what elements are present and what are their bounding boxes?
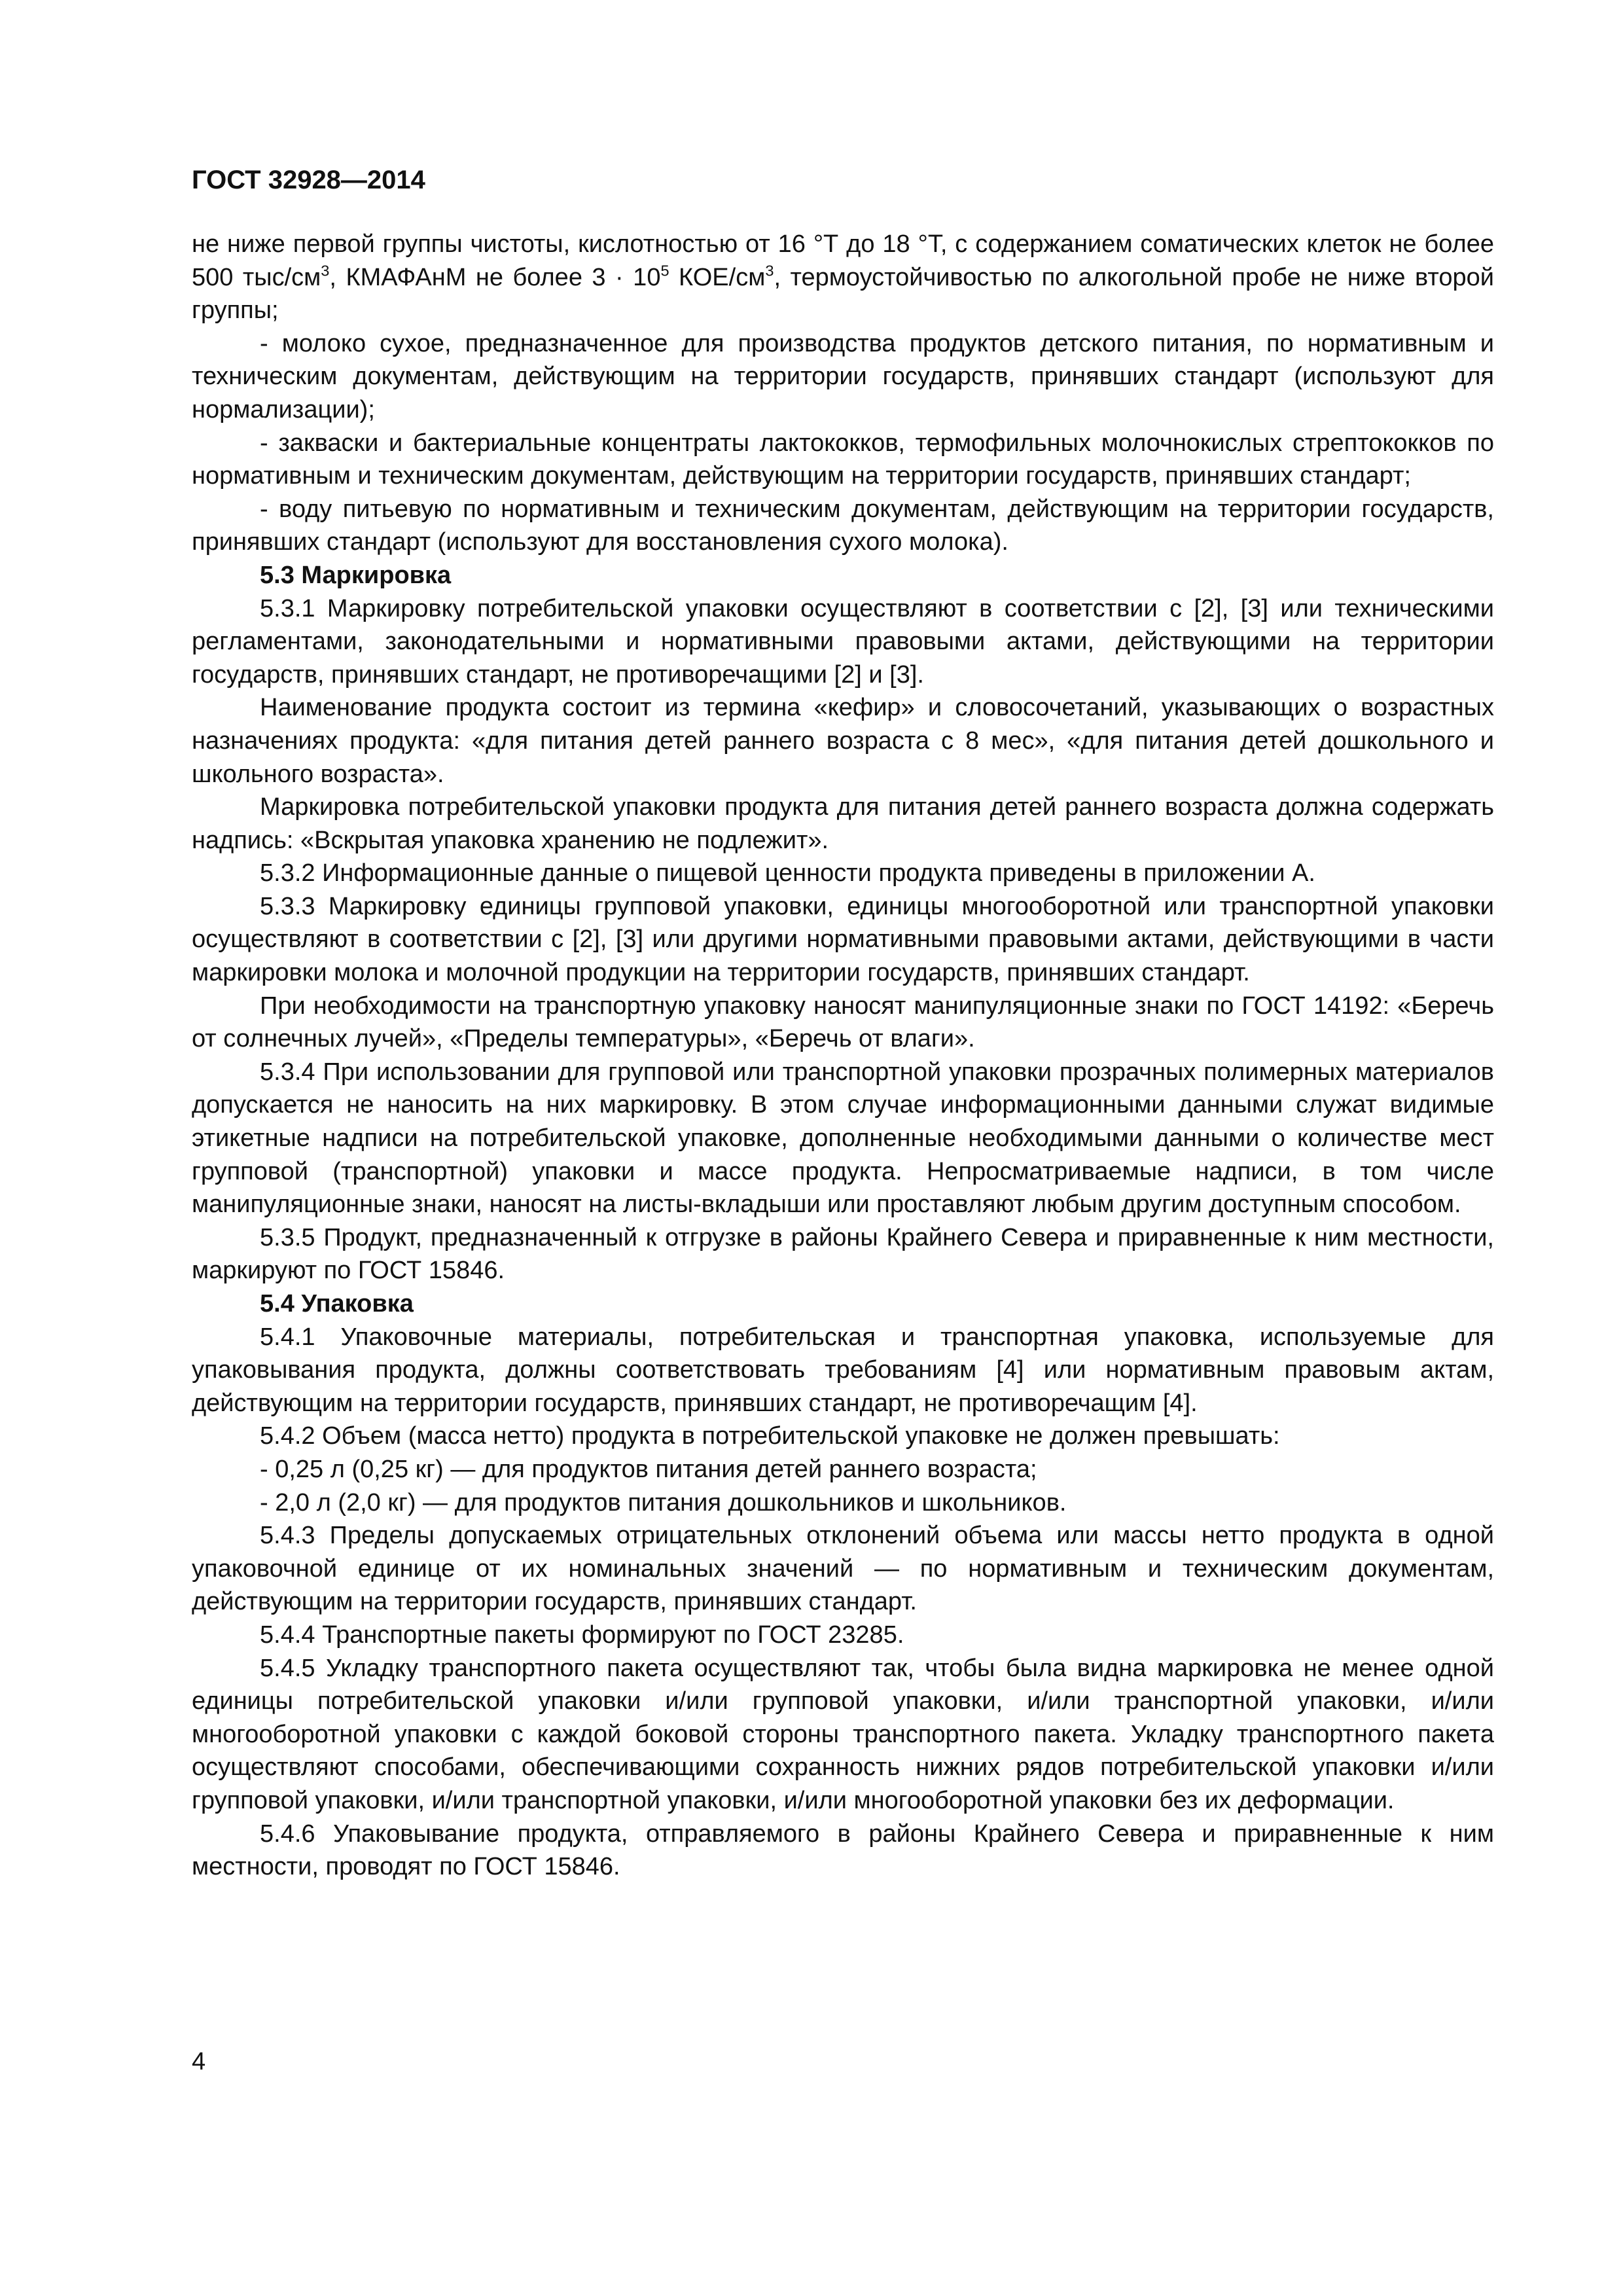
section-heading-5-3: 5.3 Маркировка xyxy=(260,561,452,589)
list-item: - молоко сухое, предназначенное для производства продуктов детского питания, по нормативным и техническим документам, действующим на территории государств, принявших стандарт (используют для нормализации); xyxy=(192,329,1494,423)
clause-5-4-2: 5.4.2 Объем (масса нетто) продукта в потребительской упаковке не должен превышать: xyxy=(260,1422,1280,1450)
superscript: 5 xyxy=(660,262,669,279)
list-item: - 0,25 л (0,25 кг) — для продуктов питания детей раннего возраста; xyxy=(260,1455,1037,1483)
clause-5-4-6: 5.4.6 Упаковывание продукта, отправляемого в районы Крайнего Севера и приравненные к ним местности, проводят по ГОСТ 15846. xyxy=(192,1820,1494,1881)
list-item: - воду питьевую по нормативным и техническим документам, действующим на территории государств, принявших стандарт (используют для восстановления сухого молока). xyxy=(192,495,1494,556)
clause-5-4-1: 5.4.1 Упаковочные материалы, потребительская и транспортная упаковка, используемые для упаковывания продукта, должны соответствовать требованиям [4] или нормативным правовым актам, действующим на территории государств, принявших стандарт, не противоречащим [4]. xyxy=(192,1323,1494,1417)
clause-5-3-4: 5.3.4 При использовании для групповой или транспортной упаковки прозрачных полимерных материалов допускается не наносить на них маркировку. В этом случае информационными данными служат видимые этикетные надписи на потребительской упаковке, дополненные необходимыми данными о количестве мест групповой (транспортной) упаковки и массе продукта. Непросматриваемые надписи, в том числе манипуляционные знаки, наносят на листы-вкладыши или проставляют любым другим доступным способом. xyxy=(192,1058,1494,1219)
page-number: 4 xyxy=(192,2048,206,2075)
clause-5-4-4: 5.4.4 Транспортные пакеты формируют по ГОСТ 23285. xyxy=(260,1621,904,1649)
list-item: - закваски и бактериальные концентраты лактококков, термофильных молочнокислых стрептококков по нормативным и техническим документам, действующим на территории государств, принявших стандарт; xyxy=(192,429,1494,490)
clause-5-4-3: 5.4.3 Пределы допускаемых отрицательных отклонений объема или массы нетто продукта в одной упаковочной единице от их номинальных значений — по нормативным и техническим документам, действующим на территории государств, принявших стандарт. xyxy=(192,1522,1494,1616)
clause-5-4-5: 5.4.5 Укладку транспортного пакета осуществляют так, чтобы была видна маркировка не менее одной единицы потребительской упаковки и/или групповой упаковки, и/или транспортной упаковки, и/или многооборотной упаковки с каждой боковой стороны транспортного пакета. Укладку транспортного пакета осуществляют способами, обеспечивающими сохранность нижних рядов потребительской упаковки и/или групповой упаковки, и/или транспортной упаковки, и/или многооборотной упаковки без их деформации. xyxy=(192,1654,1494,1814)
paragraph: При необходимости на транспортную упаковку наносят манипуляционные знаки по ГОСТ 14192: «Беречь от солнечных лучей», «Пределы температуры», «Беречь от влаги». xyxy=(192,992,1494,1053)
clause-5-3-2: 5.3.2 Информационные данные о пищевой ценности продукта приведены в приложении А. xyxy=(260,859,1315,888)
document-body xyxy=(192,228,1494,1884)
list-item: - 2,0 л (2,0 кг) — для продуктов питания дошкольников и школьников. xyxy=(260,1488,1067,1516)
clause-5-3-5: 5.3.5 Продукт, предназначенный к отгрузке в районы Крайнего Севера и приравненные к ним местности, маркируют по ГОСТ 15846. xyxy=(192,1223,1494,1285)
superscript: 3 xyxy=(321,262,330,279)
clause-5-3-3: 5.3.3 Маркировку единицы групповой упаковки, единицы многооборотной или транспортной упаковки осуществляют в соответствии с [2], [3] или другими нормативными правовыми актами, действующими в части маркировки молока и молочной продукции на территории государств, принявших стандарт. xyxy=(192,892,1494,987)
section-heading-5-4: 5.4 Упаковка xyxy=(260,1290,414,1318)
paragraph: Наименование продукта состоит из термина «кефир» и словосочетаний, указывающих о возрастных назначениях продукта: «для питания детей раннего возраста с 8 мес», «для питания детей дошкольного и школьного возраста». xyxy=(192,694,1494,788)
superscript: 3 xyxy=(765,262,774,279)
paragraph: Маркировка потребительской упаковки продукта для питания детей раннего возраста должна содержать надпись: «Вскрытая упаковка хранению не подлежит». xyxy=(192,793,1494,854)
paragraph-continuation: не ниже первой группы чистоты, кислотностью от 16 °Т до 18 °Т, с содержанием соматических клеток не более 500 тыс/$см^3$, КМАФАнМ не более $3 \cdot 10^5$ КОЕ/$см^3$, термоустойчивостью по алкогольной пробе не ниже второй группы; xyxy=(192,230,1495,325)
clause-5-3-1: 5.3.1 Маркировку потребительской упаковки осуществляют в соответствии с [2], [3] или техническими регламентами, законодательными и нормативными правовыми актами, действующими на территории государств, принявших стандарт, не противоречащими [2] и [3]. xyxy=(192,594,1494,689)
document-code-header: ГОСТ 32928—2014 xyxy=(192,166,425,194)
